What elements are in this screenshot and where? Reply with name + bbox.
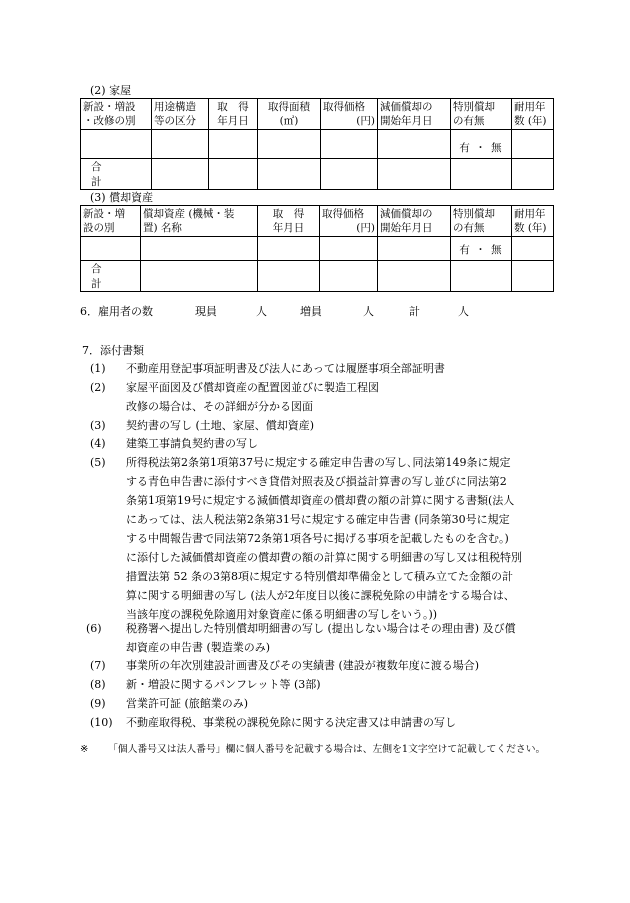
depr-cell-life[interactable]: [512, 237, 554, 261]
house-cell-usage[interactable]: [152, 130, 209, 159]
house-col-life: 耐用年 数 (年): [512, 99, 554, 130]
house-cell-life[interactable]: [512, 130, 554, 159]
depr-cell-price[interactable]: [320, 237, 378, 261]
footnote-mark: ※: [80, 744, 89, 755]
employees-total-unit: 人: [458, 305, 469, 318]
house-col-price: 取得価格 (円): [321, 99, 378, 130]
depr-col-price: 取得価格 (円): [320, 206, 378, 237]
house-cell-date[interactable]: [209, 130, 258, 159]
depr-section-title: (3) 償却資産: [90, 191, 154, 204]
house-total-cell[interactable]: [512, 159, 554, 190]
depr-total-cell[interactable]: [378, 261, 451, 292]
house-total-row: [81, 159, 554, 190]
footnote: [80, 741, 545, 755]
depr-total-cell[interactable]: [451, 261, 512, 292]
depr-col-name: 償却資産 (機械・装 置) 名称: [141, 206, 258, 237]
house-section-title: (2) 家屋: [90, 84, 132, 97]
house-col-acq-date: 取 得 年月日: [209, 99, 258, 130]
depr-data-row: [81, 237, 554, 261]
house-header-row: [81, 99, 554, 130]
depr-total-cell[interactable]: [258, 261, 320, 292]
depr-total-cell[interactable]: [141, 261, 258, 292]
house-cell-depr-start[interactable]: [378, 130, 451, 159]
employees-current-label: 現員: [195, 305, 217, 318]
house-table: [80, 98, 554, 190]
depr-col-acq-date: 取 得 年月日: [258, 206, 320, 237]
depr-cell-date[interactable]: [258, 237, 320, 261]
depr-total-label: 合 計: [81, 261, 141, 292]
house-total-cell[interactable]: [451, 159, 512, 190]
house-total-cell[interactable]: [258, 159, 321, 190]
depr-total-row: [81, 261, 554, 292]
house-data-row: [81, 130, 554, 159]
depr-cell-name[interactable]: [141, 237, 258, 261]
employees-current-unit: 人: [256, 305, 267, 318]
depr-total-cell[interactable]: [512, 261, 554, 292]
employees-total-label: 計: [409, 305, 420, 318]
house-special-yes-no[interactable]: 有 ・ 無: [451, 130, 512, 159]
footnote-text: 「個人番号又は法人番号」欄に個人番号を記載する場合は、左側を1文字空けて記載してください。: [108, 744, 546, 755]
attachments-title: 7．添付書類: [82, 344, 144, 357]
house-cell-type[interactable]: [81, 130, 152, 159]
depr-col-life: 耐用年 数 (年): [512, 206, 554, 237]
depr-header-row: [81, 206, 554, 237]
house-total-cell[interactable]: [378, 159, 451, 190]
employees-increase-label: 増員: [300, 305, 322, 318]
house-cell-price[interactable]: [321, 130, 378, 159]
house-col-area: 取得面積 (㎡): [258, 99, 321, 130]
depr-cell-depr-start[interactable]: [378, 237, 451, 261]
depr-table: [80, 205, 554, 292]
depr-col-depr-start: 減価償却の 開始年月日: [378, 206, 451, 237]
house-cell-area[interactable]: [258, 130, 321, 159]
house-col-type: 新設・増設 ・改修の別: [81, 99, 152, 130]
depr-cell-type[interactable]: [81, 237, 141, 261]
house-col-special: 特別償却 の有無: [451, 99, 512, 130]
house-total-cell[interactable]: [321, 159, 378, 190]
house-total-cell[interactable]: [209, 159, 258, 190]
house-total-label: 合 計: [81, 159, 152, 190]
house-total-cell[interactable]: [152, 159, 209, 190]
depr-special-yes-no[interactable]: 有 ・ 無: [451, 237, 512, 261]
house-col-depr-start: 減価償却の 開始年月日: [378, 99, 451, 130]
document-page: (2) 家屋 新設・増設 ・改修の別 用途構造 等の区分 取 得 年月日 取得面積 (㎡) 取得価格 (円) 減価償却の 開始年月日 特別償却 の有無 耐用年 数 (年) 有 ・ 無 合 計 (3) 償却資産 新設・増 設の別 償却資産 (機械・装 置) 名称 取 得 年月日 取得価格 (円) 減価償却の 開始年月日 特別償却 の有無 耐用年 数 (年) 有 ・ 無 合 計 6．雇用者の数 現員 人 増員 人 計 人 7．添付書類 (1) 不動産用登記事項証明書及び法人にあっては履歴事項全部証明書 (2) 家屋平面図及び償却資産の配置図並びに製造工程図 改修の場合は、その詳細が分かる図面 (3) 契約書の写し (土地、家屋、償却資産) (4) 建築工事請負契約書の写し (5) 所得税法第2条第1項第37号に規定する確定申告書の写し､同法第149条に規定 する青色申告書に添付すべき貸借対照表及び損益計算書の写し並びに同法第2 条第1項第19号に規定する減価償却資産の償却費の額の計算に関する書類(法人 にあっては、法人税法第2条第31号に規定する確定申告書 (同条第30号に規定 する中間報告書で同法第72条第1項各号に掲げる事項を記載したものを含む。) に添付した減価償却資産の償却費の額の計算に関する明細書の写し又は租税特別 措置法第 52 条の3第8項に規定する特別償却準備金として積み立てた金額の計 算に関する明細書の写し (法人が2年度目以後に課税免除の申請をする場合は、 当該年度の課税免除適用対象資産に係る明細書の写しをいう。)) (6) 税務署へ提出した特別償却明細書の写し (提出しない場合はその理由書) 及び償 却資産の申告書 (製造業のみ) (7) 事業所の年次別建設計画書及びその実績書 (建設が複数年度に渡る場合) (8) 新・増設に関するパンフレット等 (3部) (9) 営業許可証 (旅館業のみ) (10) 不動産取得税、事業税の課税免除に関する決定書又は申請書の写し ※ 「個人番号又は法人番号」欄に個人番号を記載する場合は、左側を1文字空けて記載してください。: [0, 0, 630, 903]
depr-col-special: 特別償却 の有無: [451, 206, 512, 237]
employees-increase-unit: 人: [363, 305, 374, 318]
depr-total-cell[interactable]: [320, 261, 378, 292]
depr-col-type: 新設・増 設の別: [81, 206, 141, 237]
employees-label: 6．雇用者の数: [80, 305, 153, 318]
house-col-usage: 用途構造 等の区分: [152, 99, 209, 130]
